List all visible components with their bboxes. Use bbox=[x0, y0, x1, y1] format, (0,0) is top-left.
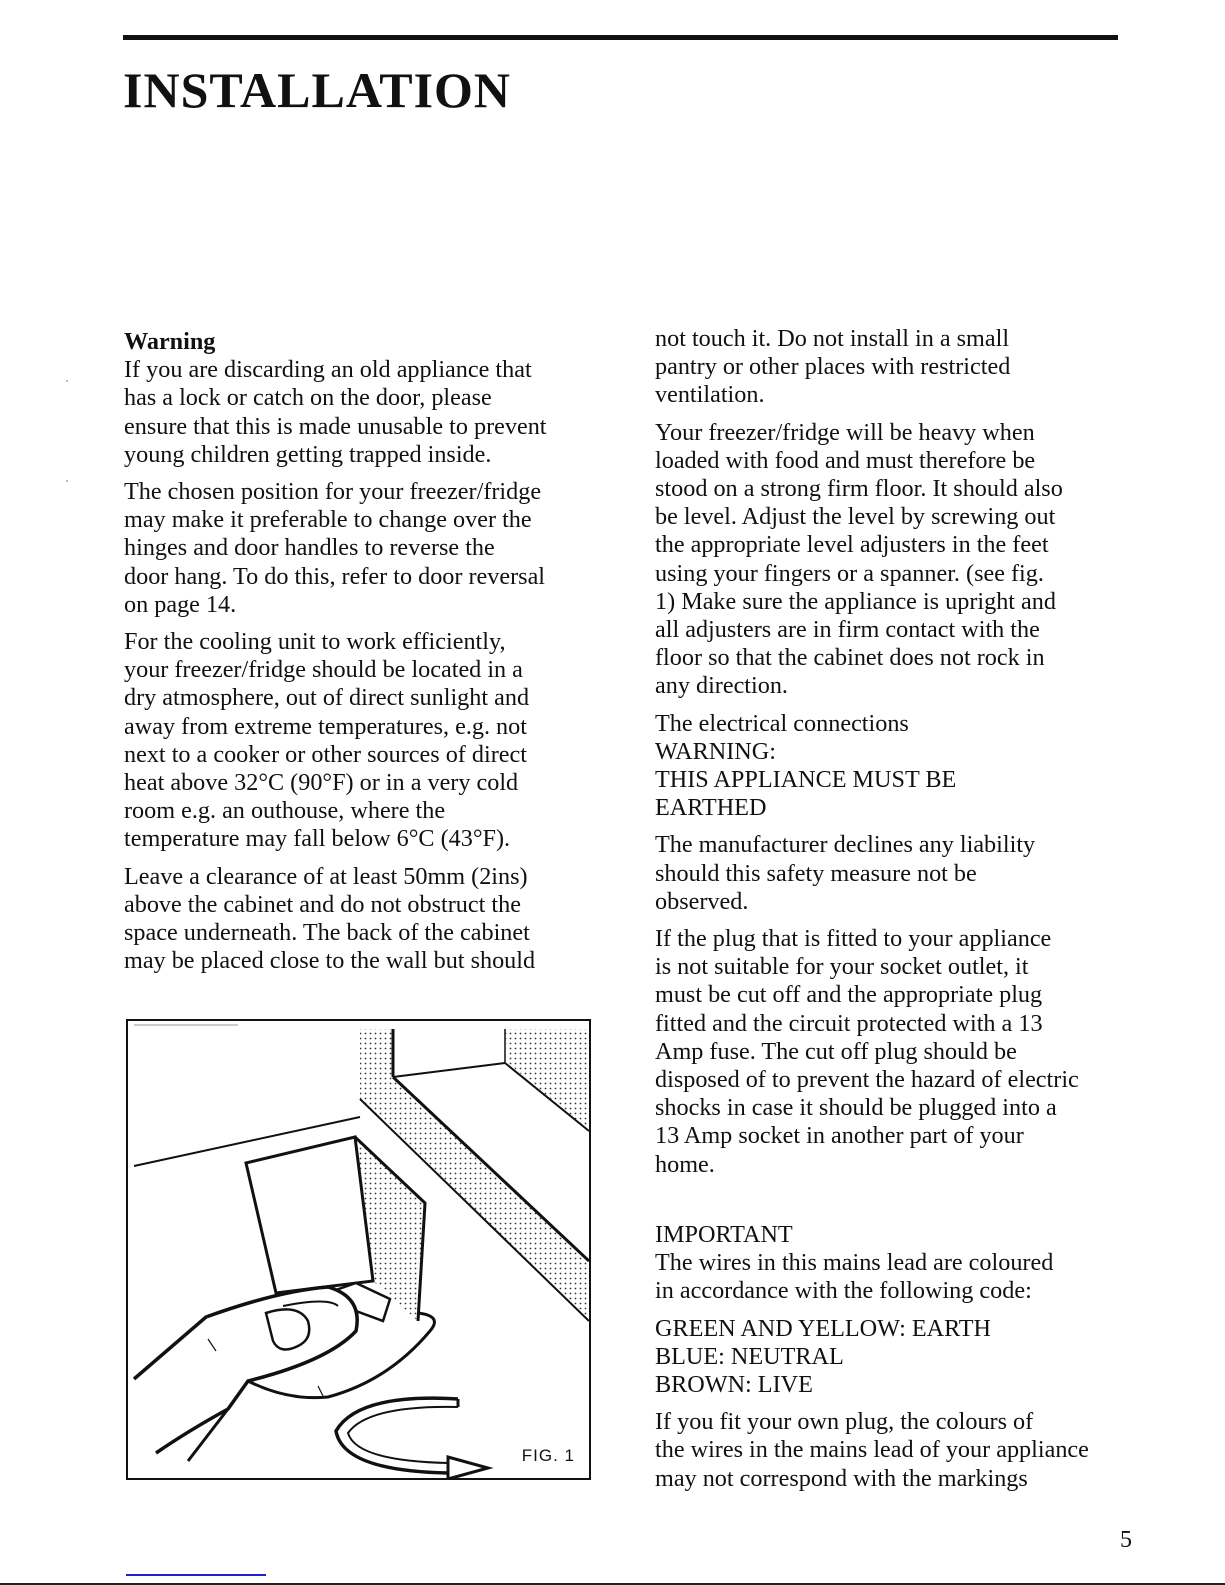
text-line: The manufacturer declines any liability bbox=[655, 831, 1036, 859]
text-line: stood on a strong firm floor. It should also bbox=[655, 475, 1063, 503]
hand-adjusting-foot-illustration-icon bbox=[128, 1021, 589, 1478]
text-line: door hang. To do this, refer to door reversal bbox=[124, 562, 546, 590]
scan-speck bbox=[66, 480, 68, 482]
text-line: For the cooling unit to work efficiently, bbox=[124, 628, 506, 656]
wire-code-neutral: BLUE: NEUTRAL bbox=[655, 1342, 844, 1370]
paragraph-ventilation bbox=[655, 325, 1125, 410]
text-line: may not correspond with the markings bbox=[655, 1464, 1028, 1492]
warning-text: THIS APPLIANCE MUST BE bbox=[655, 766, 957, 794]
text-line: 13 Amp socket in another part of your bbox=[655, 1122, 1024, 1150]
paragraph-own-plug bbox=[655, 1408, 1125, 1493]
text-line: young children getting trapped inside. bbox=[124, 440, 492, 468]
text-line: loaded with food and must therefore be bbox=[655, 446, 1036, 474]
paragraph-clearance bbox=[124, 863, 604, 976]
text-line: has a lock or catch on the door, please bbox=[124, 384, 492, 412]
text-line: may be placed close to the wall but should bbox=[124, 947, 536, 975]
figure-1 bbox=[126, 1019, 591, 1480]
paragraph-location bbox=[124, 628, 604, 854]
text-line: If the plug that is fitted to your appliance bbox=[655, 925, 1052, 953]
text-line: must be cut off and the appropriate plug bbox=[655, 981, 1043, 1009]
text-line: using your fingers or a spanner. (see fig. bbox=[655, 559, 1044, 587]
text-line: be level. Adjust the level by screwing out bbox=[655, 503, 1056, 531]
wire-code-live: BROWN: LIVE bbox=[655, 1370, 813, 1398]
text-line: is not suitable for your socket outlet, it bbox=[655, 953, 1029, 981]
text-line: space underneath. The back of the cabinet bbox=[124, 919, 530, 947]
important-section bbox=[655, 1221, 1125, 1306]
text-line: room e.g. an outhouse, where the bbox=[124, 797, 446, 825]
text-line: The chosen position for your freezer/fridge bbox=[124, 478, 542, 506]
text-line: 1) Make sure the appliance is upright and bbox=[655, 587, 1056, 615]
text-line: ventilation. bbox=[655, 381, 765, 409]
paragraph-levelling bbox=[655, 419, 1125, 701]
text-line: Your freezer/fridge will be heavy when bbox=[655, 418, 1035, 446]
text-line: pantry or other places with restricted bbox=[655, 353, 1011, 381]
text-line: ensure that this is made unusable to prevent bbox=[124, 412, 547, 440]
text-line: away from extreme temperatures, e.g. not bbox=[124, 712, 527, 740]
text-line: observed. bbox=[655, 887, 749, 915]
wire-colour-codes bbox=[655, 1315, 1125, 1400]
text-line: any direction. bbox=[655, 672, 788, 700]
text-line: hinges and door handles to reverse the bbox=[124, 534, 495, 562]
warning-heading: Warning bbox=[124, 328, 216, 355]
text-line: The wires in this mains lead are coloured bbox=[655, 1249, 1054, 1277]
paragraph-liability bbox=[655, 831, 1125, 916]
text-line: your freezer/fridge should be located in a bbox=[124, 656, 523, 684]
text-line: may make it preferable to change over the bbox=[124, 506, 532, 534]
text-line: heat above 32°C (90°F) or in a very cold bbox=[124, 769, 519, 797]
left-column bbox=[124, 328, 604, 984]
warning-text: EARTHED bbox=[655, 794, 767, 822]
wire-code-earth: GREEN AND YELLOW: EARTH bbox=[655, 1314, 992, 1342]
scan-speck bbox=[66, 380, 68, 382]
right-column bbox=[655, 325, 1125, 1502]
text-line: on page 14. bbox=[124, 590, 237, 618]
page-number: 5 bbox=[1120, 1527, 1132, 1553]
text-line: home. bbox=[655, 1150, 715, 1178]
text-line: floor so that the cabinet does not rock in bbox=[655, 644, 1045, 672]
text-line: temperature may fall below 6°C (43°F). bbox=[124, 825, 511, 853]
text-line: shocks in case it should be plugged into a bbox=[655, 1094, 1057, 1122]
text-line: disposed of to prevent the hazard of electric bbox=[655, 1066, 1079, 1094]
text-line: If you fit your own plug, the colours of bbox=[655, 1408, 1034, 1436]
text-line: should this safety measure not be bbox=[655, 859, 977, 887]
text-line: the wires in the mains lead of your appliance bbox=[655, 1436, 1089, 1464]
text-line: Amp fuse. The cut off plug should be bbox=[655, 1037, 1017, 1065]
text-line: If you are discarding an old appliance that bbox=[124, 356, 532, 384]
spacer bbox=[655, 1188, 1125, 1221]
text-line: next to a cooker or other sources of direct bbox=[124, 740, 527, 768]
text-line: not touch it. Do not install in a small bbox=[655, 325, 1010, 352]
text-line: all adjusters are in firm contact with the bbox=[655, 616, 1040, 644]
important-heading: IMPORTANT bbox=[655, 1220, 793, 1248]
link-underline bbox=[126, 1574, 266, 1576]
text-line: the appropriate level adjusters in the feet bbox=[655, 531, 1049, 559]
text-line: in accordance with the following code: bbox=[655, 1277, 1032, 1305]
section-heading: The electrical connections bbox=[655, 709, 909, 737]
paragraph-door-reversal bbox=[124, 478, 604, 619]
top-rule bbox=[123, 35, 1118, 40]
text-line: fitted and the circuit protected with a 13 bbox=[655, 1009, 1043, 1037]
text-line: dry atmosphere, out of direct sunlight and bbox=[124, 684, 530, 712]
page-title: INSTALLATION bbox=[123, 62, 512, 118]
paragraph-plug bbox=[655, 925, 1125, 1179]
paragraph-discarding-appliance bbox=[124, 356, 604, 469]
warning-label: WARNING: bbox=[655, 737, 776, 765]
text-line: Leave a clearance of at least 50mm (2ins) bbox=[124, 862, 528, 890]
text-line: above the cabinet and do not obstruct the bbox=[124, 890, 521, 918]
figure-label: FIG. 1 bbox=[521, 1446, 575, 1465]
electrical-warning bbox=[655, 710, 1125, 823]
